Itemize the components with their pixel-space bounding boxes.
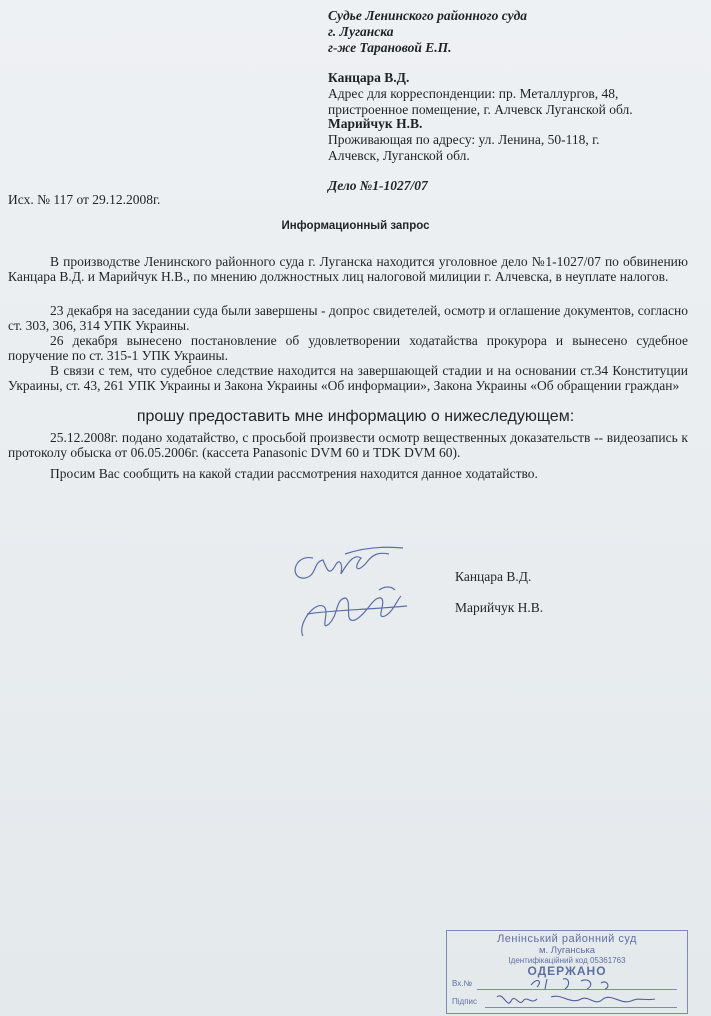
stamp-handwriting (471, 971, 681, 1013)
paragraph-1 (8, 254, 688, 284)
recipient-line-3: г-же Тарановой Е.П. (328, 40, 452, 55)
sender-1-name: Канцара В.Д. (328, 70, 410, 85)
signatory-2: Марийчук Н.В. (455, 600, 544, 615)
recipient-block (328, 8, 527, 56)
paragraph-1-text: В производстве Ленинского районного суда г. Луганска находится уголовное дело №1-1027/07 по обвинению Канцара В.Д. и Марийчук Н.В., по мнению должностных лиц налоговой милиции г. Алчевска, в неуплате налогов. (8, 254, 688, 284)
signature-2-stroke (302, 587, 407, 636)
case-number: Дело №1-1027/07 (328, 178, 428, 193)
stamp-received: ОДЕРЖАНО (527, 964, 607, 978)
stamp-date-handwriting (531, 979, 608, 989)
sender-1-address-1: Адрес для корреспонденции: пр. Металлургов, 48, (328, 86, 619, 101)
paragraph-3 (8, 333, 688, 363)
court-receipt-stamp (446, 930, 688, 1014)
stamp-id-code: Ідентифікаційний код 05361763 (508, 956, 626, 965)
paragraph-5-text: 25.12.2008г. подано ходатайство, с просьбой произвести осмотр вещественных доказательств -- видеозапись к протоколу обыска от 06.05.2006г. (кассета Panasonic DVM 60 и TDK DVM 60). (8, 430, 688, 460)
sender-2-address-1: Проживающая по адресу: ул. Ленина, 50-118, г. (328, 132, 600, 147)
stamp-incoming-label: Вх.№ (452, 979, 473, 988)
paragraph-6 (8, 466, 688, 481)
sender-1-block (328, 70, 633, 118)
signature-1-stroke (295, 547, 403, 578)
sender-2-address-2: Алчевск, Луганской обл. (328, 148, 470, 163)
sender-1-address-2: пристроенное помещение, г. Алчевск Луганской обл. (328, 102, 633, 117)
paragraph-5 (8, 430, 688, 460)
handwritten-signatures (283, 540, 423, 650)
paragraph-2 (8, 303, 688, 333)
document-title: Информационный запрос (281, 220, 430, 232)
recipient-line-1: Судье Ленинского районного суда (328, 8, 528, 23)
signatory-1: Канцара В.Д. (455, 569, 532, 584)
paragraph-4 (8, 363, 688, 393)
outgoing-number: Исх. № 117 от 29.12.2008г. (8, 192, 161, 207)
paragraph-4-text: В связи с тем, что судебное следствие находится на завершающей стадии и на основании ст.34 Конституции Украины, ст. 43, 261 УПК Украины и Закона Украины «Об информации», Закона Украины «Об обращении граждан» (8, 363, 688, 393)
paragraph-3-text: 26 декабря вынесено постановление об удовлетворении ходатайства прокурора и вынесено судебное поручение по ст. 315-1 УПК Украины. (8, 333, 688, 363)
paragraph-2-text: 23 декабря на заседании суда были завершены - допрос свидетелей, осмотр и оглашение документов, согласно ст. 303, 306, 314 УПК Украины. (8, 303, 688, 333)
stamp-signature-label: Підпис (452, 997, 477, 1006)
recipient-line-2: г. Луганска (328, 24, 394, 39)
sender-2-block (328, 116, 600, 164)
stamp-court-name: Ленінський районний суд (497, 933, 637, 945)
sender-2-name: Марийчук Н.В. (328, 116, 423, 131)
stamp-signature-handwriting (497, 996, 655, 1003)
stamp-city: м. Луганська (538, 945, 596, 956)
request-line: прошу предоставить мне информацию о нижеследующем: (136, 408, 575, 425)
paragraph-6-text: Просим Вас сообщить на какой стадии рассмотрения находится данное ходатайство. (50, 466, 538, 481)
